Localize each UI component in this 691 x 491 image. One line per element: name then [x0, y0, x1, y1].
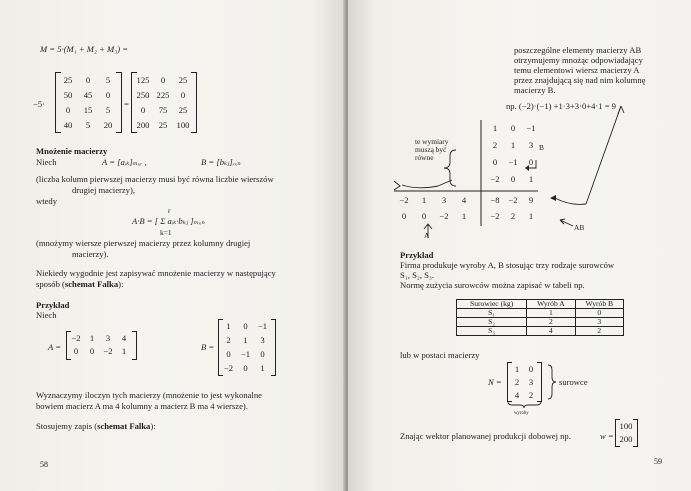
equals-sign: =: [124, 99, 129, 109]
falk-line2: sposób (schemat Falka):: [36, 279, 124, 289]
wektor-line: Znając wektor planowanej produkcji dobowej np.: [400, 431, 571, 441]
label-w: w =: [600, 431, 614, 441]
explanation-line: otrzymujemy mnożąc odpowiadający: [514, 55, 643, 65]
matrix-m1-cell: 0: [105, 90, 111, 100]
explanation-line: przez znajdującą się nad nim kolumnę: [514, 75, 646, 85]
matrix-b-cell: 0: [243, 321, 248, 331]
matrix-m2-cell: 25: [158, 120, 168, 130]
label-a-falk: A: [424, 231, 430, 240]
table-cell: 1: [527, 309, 575, 318]
matrix-a-cell: 0: [89, 346, 95, 356]
label-b: B =: [201, 342, 215, 352]
falk-a-cell: 4: [461, 195, 467, 205]
matrix-b-cell: −1: [240, 349, 251, 359]
wtedy-label: wtedy: [36, 196, 58, 206]
explanation-line: poszczególne elementy macierzy AB: [514, 45, 642, 55]
falk-b-cell: 3: [528, 140, 534, 150]
matrix-m2-cell: 250: [136, 90, 150, 100]
matrix-n-cell: 4: [514, 390, 520, 400]
label-b-falk: B: [539, 143, 544, 152]
falk-b-cell: 1: [528, 174, 534, 184]
matrix-m2-cell: 125: [136, 75, 150, 85]
dims-note-line: równe: [415, 153, 434, 162]
falk-b-cell: 1: [510, 140, 516, 150]
matrix-m1-cell: 45: [83, 90, 93, 100]
matrix-m1-cell: 20: [103, 120, 113, 130]
matrix-m2-cell: 25: [178, 105, 188, 115]
matrix-b-cell: 3: [260, 335, 265, 345]
note-line1: (mnożymy wiersze pierwszej macierzy przez kolumny drugiej: [36, 238, 251, 248]
lub-line: lub w postaci macierzy: [400, 350, 480, 360]
matrix-m1-cell: 25: [63, 75, 73, 85]
calc-line2: bowiem macierz A ma 4 kolumny a macierz B ma 4 wiersze).: [36, 401, 248, 411]
matrix-m2-cell: 0: [180, 90, 186, 100]
falk-ab-cell: −8: [490, 195, 500, 205]
falk-b-cell: −1: [508, 157, 518, 167]
def-a: A = [aᵢₖ]ₘₓᵣ ,: [102, 157, 147, 167]
example-heading: Przykład: [36, 300, 70, 310]
dims-note-line: muszą być: [415, 145, 447, 154]
table-header: Wyrób B: [575, 300, 623, 309]
expl-example: np. (−2)·(−1) +1·3+3·0+4·1 = 9: [506, 101, 616, 111]
matrix-m2-cell: 0: [140, 105, 146, 115]
matrix-b-cell: −1: [257, 321, 268, 331]
explanation-line: macierzy B.: [514, 85, 556, 95]
def-b: B = [bₖⱼ]ᵣₓₙ: [201, 157, 241, 167]
falk-b-cell: −1: [526, 123, 536, 133]
cond-line1: (liczba kolumn pierwszej macierzy musi być równa liczbie wierszów: [36, 174, 274, 184]
bracket: [132, 331, 137, 360]
matrix-m2-cell: 225: [156, 90, 170, 100]
table-cell: S₂: [457, 318, 527, 327]
eq-m: M = 5·(M₁ + M₂ + M₃) =: [40, 44, 129, 54]
falk-b-cell: 2: [492, 140, 498, 150]
table-cell: 3: [575, 318, 623, 327]
matrix-b-cell: 1: [260, 363, 265, 373]
matrix-m2-cell: 200: [136, 120, 150, 130]
table-cell: 0: [575, 309, 623, 318]
falk-a-cell: −2: [439, 211, 449, 221]
matrix-a-cell: 1: [89, 333, 95, 343]
product-formula: A·B = [ Σ aᵢₖ·bₖⱼ ]ₘₓₙ: [132, 216, 205, 226]
matrix-b-cell: 0: [226, 349, 231, 359]
table-row: [457, 327, 624, 336]
matrix-n-cell: 3: [528, 377, 534, 387]
bracket: [271, 319, 276, 376]
explanation-line: temu elementowi wiersz macierzy A: [514, 65, 640, 75]
cond-line2: drugiej macierzy),: [72, 185, 135, 195]
matrix-a-cell: 4: [121, 333, 127, 343]
table-header: Wyrób A: [527, 300, 575, 309]
matrix-m1-cell: 5: [85, 120, 91, 130]
falk-b-cell: −2: [490, 174, 500, 184]
matrix-m1-cell: 0: [65, 105, 71, 115]
scalar-prefix: −5·: [33, 99, 46, 109]
matrix-a-cell: 1: [121, 346, 127, 356]
matrix-a-cell: −2: [103, 346, 113, 356]
falk-ab-cell: 9: [528, 195, 534, 205]
falk-a-cell: −2: [399, 195, 409, 205]
matrix-b-cell: −2: [223, 363, 234, 373]
matrix-n-cell: 2: [528, 390, 534, 400]
table-cell: 2: [527, 318, 575, 327]
falk-a-cell: 3: [441, 195, 447, 205]
falk-b-cell: 0: [528, 157, 534, 167]
example-niech: Niech: [36, 310, 57, 320]
falk-a-cell: 1: [421, 195, 427, 205]
falk-ab-cell: 1: [528, 211, 534, 221]
matrix-b-cell: 0: [260, 349, 265, 359]
example-line1: Firma produkuje wyroby A, B stosując trzy rodzaje surowców: [400, 260, 615, 270]
matrix-n-cell: 1: [514, 364, 520, 374]
matrix-m1-cell: 15: [83, 105, 93, 115]
falk-a-cell: 0: [421, 211, 427, 221]
matrix-a-cell: −2: [71, 333, 81, 343]
matrix-m1-cell: 5: [105, 75, 111, 85]
matrix-m2-cell: 25: [178, 75, 188, 85]
example-line3: Normę zużycia surowców można zapisać w tabeli np.: [400, 280, 585, 290]
falk-b-cell: 0: [510, 174, 516, 184]
sum-lower: k=1: [160, 228, 172, 237]
matrix-b-cell: 1: [226, 321, 231, 331]
matrix-m1-cell: 0: [85, 75, 91, 85]
matrix-n-cell: 2: [514, 377, 520, 387]
falk-b-cell: 0: [510, 123, 516, 133]
matrix-m2-cell: 100: [176, 120, 190, 130]
matrix-a-cell: 3: [105, 333, 111, 343]
table-cell: S₃: [457, 327, 527, 336]
note-line2: macierzy).: [72, 249, 109, 259]
label-a: A =: [48, 342, 62, 352]
matrix-b-cell: 1: [243, 335, 248, 345]
falk-line1: Niekiedy wygodnie jest zapisywać mnożenie macierzy w następujący: [36, 268, 276, 278]
vector-w-cell: 200: [619, 434, 633, 444]
apply-line: Stosujemy zapis (schemat Falka):: [36, 421, 156, 431]
falk-b-cell: 1: [492, 123, 498, 133]
vector-w-cell: 100: [619, 421, 633, 431]
wyroby-label: wyroby: [514, 411, 529, 416]
falk-b-cell: 0: [492, 157, 498, 167]
matrix-b-cell: 0: [243, 363, 248, 373]
table-cell: 4: [527, 327, 575, 336]
raw-materials-table: [456, 299, 624, 336]
mult-heading: Mnożenie macierzy: [36, 146, 108, 156]
surowce-label: surowce: [559, 377, 588, 387]
table-header: Surowiec (kg): [457, 300, 527, 309]
example-heading-right: Przykład: [400, 250, 434, 260]
matrix-m1-cell: 5: [105, 105, 111, 115]
calc-line1: Wyznaczymy iloczyn tych macierzy (mnożenie to jest wykonalne: [36, 390, 262, 400]
right-page: [348, 0, 691, 491]
falk-a-cell: 0: [401, 211, 407, 221]
falk-ab-cell: 2: [510, 211, 516, 221]
page-number-right: 59: [654, 457, 662, 466]
page-number-left: 58: [40, 460, 48, 469]
matrix-m1-cell: 40: [63, 120, 73, 130]
matrix-n-cell: 0: [528, 364, 534, 374]
table-cell: 2: [575, 327, 623, 336]
falk-ab-cell: −2: [508, 195, 518, 205]
matrix-a-cell: 0: [73, 346, 79, 356]
label-n: N =: [488, 377, 502, 387]
matrix-b-cell: 2: [226, 335, 231, 345]
matrix-m2-cell: 0: [160, 75, 166, 85]
sum-upper: r: [168, 206, 171, 215]
matrix-m2-cell: 75: [158, 105, 168, 115]
label-ab-falk: AB: [574, 223, 585, 232]
falk-ab-cell: −2: [490, 211, 500, 221]
dims-note-line: te wymiary: [415, 137, 449, 146]
table-cell: S₁: [457, 309, 527, 318]
falk-a-cell: 1: [461, 211, 467, 221]
example-line2: S₁, S₂, S₃.: [400, 270, 435, 280]
matrix-m1-cell: 50: [63, 90, 73, 100]
niech-label: Niech: [36, 157, 57, 167]
